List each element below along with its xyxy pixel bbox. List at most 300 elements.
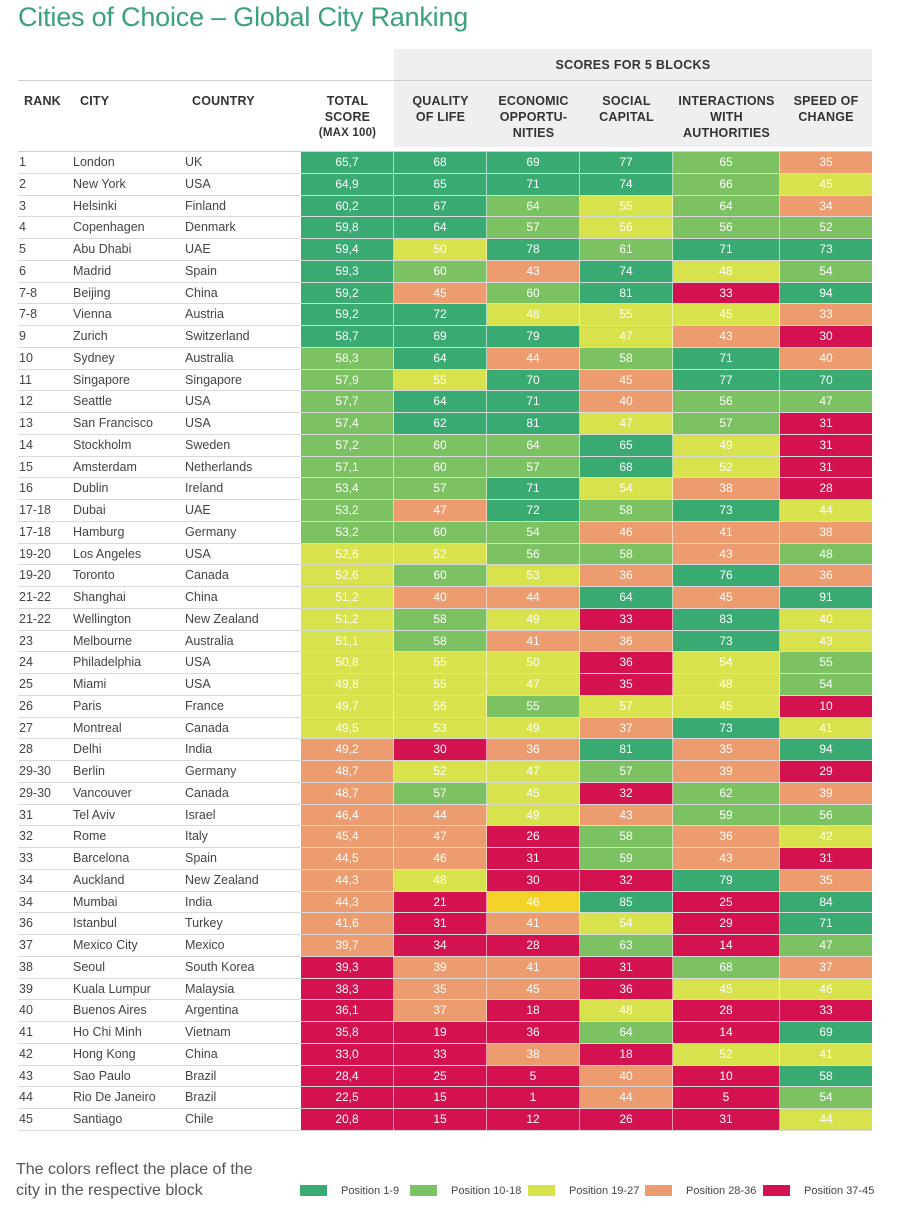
speed-of-change-cell: 35 [780, 870, 872, 891]
quality-of-life-cell: 35 [394, 979, 487, 1000]
quality-of-life-cell: 57 [394, 783, 487, 804]
table-row [18, 544, 872, 566]
quality-of-life-cell: 60 [394, 261, 487, 282]
quality-of-life-cell: 60 [394, 522, 487, 543]
social-capital-cell: 58 [580, 500, 673, 521]
country-cell: China [185, 1046, 218, 1061]
legend-label: Position 10-18 [451, 1184, 522, 1197]
interactions-with-authorities-cell: 56 [673, 391, 780, 412]
economic-opportunities-cell: 45 [487, 783, 580, 804]
speed-of-change-cell: 71 [780, 913, 872, 934]
table-row [18, 674, 872, 696]
rank-cell: 43 [19, 1068, 33, 1083]
economic-opportunities-cell: 71 [487, 391, 580, 412]
legend-swatch [763, 1185, 790, 1196]
legend-swatch [300, 1185, 327, 1196]
social-capital-cell: 36 [580, 979, 673, 1000]
table-row [18, 805, 872, 827]
total-score-cell: 44,3 [301, 892, 394, 913]
speed-of-change-cell: 47 [780, 935, 872, 956]
interactions-with-authorities-cell: 43 [673, 848, 780, 869]
rank-cell: 4 [19, 220, 26, 235]
speed-of-change-cell: 39 [780, 783, 872, 804]
quality-of-life-cell: 56 [394, 696, 487, 717]
country-cell: Ireland [185, 481, 224, 496]
city-cell: Miami [73, 677, 107, 691]
rank-cell: 42 [19, 1046, 33, 1061]
table-row [18, 196, 872, 218]
table-row [18, 1022, 872, 1044]
economic-opportunities-cell: 78 [487, 239, 580, 260]
table-row [18, 1000, 872, 1022]
social-capital-cell: 65 [580, 435, 673, 456]
interactions-with-authorities-cell: 65 [673, 152, 780, 173]
country-cell: USA [185, 416, 211, 430]
quality-of-life-cell: 48 [394, 870, 487, 891]
rank-cell: 16 [19, 481, 33, 496]
social-capital-cell: 58 [580, 826, 673, 847]
quality-of-life-cell: 60 [394, 565, 487, 586]
interactions-with-authorities-cell: 71 [673, 239, 780, 260]
speed-of-change-cell: 54 [780, 261, 872, 282]
table-row [18, 761, 872, 783]
social-capital-cell: 81 [580, 283, 673, 304]
city-cell: Istanbul [73, 916, 117, 931]
quality-of-life-cell: 31 [394, 913, 487, 934]
rank-cell: 45 [19, 1112, 33, 1126]
quality-of-life-cell: 68 [394, 152, 487, 173]
city-cell: Shanghai [73, 590, 126, 604]
quality-of-life-cell: 60 [394, 457, 487, 478]
total-score-cell: 57,4 [301, 413, 394, 434]
quality-of-life-cell: 39 [394, 957, 487, 978]
city-cell: Seoul [73, 959, 105, 974]
quality-of-life-cell: 60 [394, 435, 487, 456]
total-score-cell: 50,8 [301, 652, 394, 673]
table-row [18, 652, 872, 674]
economic-opportunities-cell: 71 [487, 174, 580, 195]
economic-opportunities-cell: 79 [487, 326, 580, 347]
rank-cell: 11 [19, 372, 32, 387]
speed-of-change-cell: 10 [780, 696, 872, 717]
city-cell: Dubai [73, 503, 106, 517]
total-score-cell: 59,2 [301, 304, 394, 325]
interactions-with-authorities-cell: 52 [673, 457, 780, 478]
quality-of-life-cell: 69 [394, 326, 487, 347]
total-score-cell: 65,7 [301, 152, 394, 173]
interactions-with-authorities-cell: 14 [673, 935, 780, 956]
city-cell: Tel Aviv [73, 807, 116, 822]
interactions-with-authorities-cell: 33 [673, 283, 780, 304]
interactions-with-authorities-cell: 25 [673, 892, 780, 913]
country-cell: UK [185, 155, 203, 169]
table-row [18, 1109, 872, 1131]
social-capital-cell: 54 [580, 913, 673, 934]
speed-of-change-cell: 34 [780, 196, 872, 217]
interactions-with-authorities-cell: 76 [673, 565, 780, 586]
economic-opportunities-cell: 53 [487, 565, 580, 586]
social-capital-cell: 74 [580, 174, 673, 195]
table-row [18, 1066, 872, 1088]
country-cell: Brazil [185, 1068, 217, 1083]
country-cell: South Korea [185, 959, 255, 974]
rank-cell: 28 [19, 742, 33, 757]
table-row [18, 217, 872, 239]
interactions-with-authorities-cell: 36 [673, 826, 780, 847]
quality-of-life-cell: 15 [394, 1109, 487, 1130]
table-row [18, 1087, 872, 1109]
quality-of-life-cell: 46 [394, 848, 487, 869]
economic-opportunities-cell: 12 [487, 1109, 580, 1130]
speed-of-change-cell: 56 [780, 805, 872, 826]
rank-cell: 9 [19, 329, 26, 343]
social-capital-cell: 64 [580, 587, 673, 608]
rank-cell: 2 [19, 176, 26, 191]
economic-opportunities-cell: 64 [487, 435, 580, 456]
total-score-cell: 22,5 [301, 1087, 394, 1108]
city-cell: Melbourne [73, 633, 133, 648]
interactions-with-authorities-cell: 59 [673, 805, 780, 826]
rank-cell: 31 [19, 807, 33, 822]
country-cell: Netherlands [185, 459, 253, 474]
economic-opportunities-cell: 57 [487, 457, 580, 478]
rank-cell: 29-30 [19, 764, 51, 778]
economic-opportunities-cell: 1 [487, 1087, 580, 1108]
quality-of-life-cell: 33 [394, 1044, 487, 1065]
quality-of-life-cell: 55 [394, 370, 487, 391]
legend-label: Position 37-45 [804, 1184, 875, 1197]
city-cell: New York [73, 176, 126, 191]
quality-of-life-cell: 58 [394, 609, 487, 630]
quality-of-life-cell: 67 [394, 196, 487, 217]
rank-cell: 14 [19, 437, 33, 452]
economic-opportunities-cell: 38 [487, 1044, 580, 1065]
city-cell: Hong Kong [73, 1046, 136, 1061]
column-header-rank: RANK [24, 94, 61, 108]
table-row [18, 457, 872, 479]
table-row [18, 848, 872, 870]
city-cell: Hamburg [73, 524, 125, 539]
interactions-with-authorities-cell: 52 [673, 1044, 780, 1065]
table-row [18, 1044, 872, 1066]
social-capital-cell: 32 [580, 783, 673, 804]
interactions-with-authorities-cell: 83 [673, 609, 780, 630]
social-capital-cell: 37 [580, 718, 673, 739]
legend-swatch [528, 1185, 555, 1196]
social-capital-cell: 35 [580, 674, 673, 695]
social-capital-cell: 61 [580, 239, 673, 260]
city-cell: Toronto [73, 568, 115, 583]
economic-opportunities-cell: 26 [487, 826, 580, 847]
total-score-cell: 51,1 [301, 631, 394, 652]
interactions-with-authorities-cell: 48 [673, 261, 780, 282]
speed-of-change-cell: 70 [780, 370, 872, 391]
country-cell: Brazil [185, 1090, 217, 1105]
country-cell: Canada [185, 785, 229, 800]
interactions-with-authorities-cell: 68 [673, 957, 780, 978]
total-score-cell: 52,6 [301, 544, 394, 565]
city-cell: Abu Dhabi [73, 242, 132, 256]
social-capital-cell: 40 [580, 1066, 673, 1087]
column-header-social-capital: SOCIAL CAPITAL [599, 94, 654, 124]
country-cell: New Zealand [185, 872, 259, 887]
table-row [18, 935, 872, 957]
table-row [18, 283, 872, 305]
speed-of-change-cell: 58 [780, 1066, 872, 1087]
interactions-with-authorities-cell: 54 [673, 652, 780, 673]
social-capital-cell: 40 [580, 391, 673, 412]
table-row [18, 783, 872, 805]
legend-label: Position 19-27 [569, 1184, 640, 1197]
interactions-with-authorities-cell: 41 [673, 522, 780, 543]
city-cell: Singapore [73, 372, 130, 387]
ranking-table-body [18, 152, 872, 1131]
city-cell: Barcelona [73, 851, 130, 865]
quality-of-life-cell: 21 [394, 892, 487, 913]
total-score-cell: 58,3 [301, 348, 394, 369]
economic-opportunities-cell: 49 [487, 609, 580, 630]
rank-cell: 40 [19, 1003, 33, 1018]
country-cell: France [185, 698, 224, 713]
economic-opportunities-cell: 69 [487, 152, 580, 173]
interactions-with-authorities-cell: 28 [673, 1000, 780, 1021]
interactions-with-authorities-cell: 45 [673, 304, 780, 325]
economic-opportunities-cell: 56 [487, 544, 580, 565]
city-cell: Rome [73, 829, 107, 844]
rank-cell: 24 [19, 655, 33, 670]
social-capital-cell: 54 [580, 478, 673, 499]
column-header-interactions-with-authorities: INTERACTIONS WITH AUTHORITIES [678, 94, 775, 140]
table-row [18, 913, 872, 935]
economic-opportunities-cell: 28 [487, 935, 580, 956]
social-capital-cell: 64 [580, 1022, 673, 1043]
speed-of-change-cell: 55 [780, 652, 872, 673]
table-row [18, 631, 872, 653]
speed-of-change-cell: 41 [780, 1044, 872, 1065]
city-cell: Wellington [73, 611, 132, 626]
country-cell: Switzerland [185, 329, 250, 343]
quality-of-life-cell: 25 [394, 1066, 487, 1087]
interactions-with-authorities-cell: 45 [673, 979, 780, 1000]
country-cell: Malaysia [185, 981, 235, 996]
quality-of-life-cell: 45 [394, 283, 487, 304]
total-score-cell: 53,2 [301, 500, 394, 521]
speed-of-change-cell: 33 [780, 1000, 872, 1021]
social-capital-cell: 68 [580, 457, 673, 478]
speed-of-change-cell: 37 [780, 957, 872, 978]
quality-of-life-cell: 50 [394, 239, 487, 260]
speed-of-change-cell: 40 [780, 348, 872, 369]
country-cell: Chile [185, 1112, 214, 1126]
legend-label: Position 1-9 [341, 1184, 400, 1197]
interactions-with-authorities-cell: 73 [673, 718, 780, 739]
social-capital-cell: 31 [580, 957, 673, 978]
social-capital-cell: 56 [580, 217, 673, 238]
country-cell: Singapore [185, 372, 242, 387]
speed-of-change-cell: 31 [780, 457, 872, 478]
city-cell: Sao Paulo [73, 1068, 131, 1083]
city-cell: Helsinki [73, 198, 117, 213]
rank-cell: 19-20 [19, 568, 51, 583]
table-row [18, 609, 872, 631]
speed-of-change-cell: 94 [780, 283, 872, 304]
interactions-with-authorities-cell: 38 [673, 478, 780, 499]
speed-of-change-cell: 45 [780, 174, 872, 195]
total-score-cell: 38,3 [301, 979, 394, 1000]
social-capital-cell: 59 [580, 848, 673, 869]
total-score-cell: 59,2 [301, 283, 394, 304]
interactions-with-authorities-cell: 43 [673, 326, 780, 347]
economic-opportunities-cell: 81 [487, 413, 580, 434]
table-row [18, 696, 872, 718]
social-capital-cell: 77 [580, 152, 673, 173]
country-cell: Spain [185, 851, 217, 865]
table-row [18, 979, 872, 1001]
table-row [18, 152, 872, 174]
city-cell: Seattle [73, 394, 112, 409]
country-cell: Canada [185, 720, 229, 735]
speed-of-change-cell: 35 [780, 152, 872, 173]
social-capital-cell: 47 [580, 326, 673, 347]
table-row [18, 435, 872, 457]
legend-item [410, 1184, 521, 1197]
interactions-with-authorities-cell: 49 [673, 435, 780, 456]
speed-of-change-cell: 52 [780, 217, 872, 238]
rank-cell: 38 [19, 959, 33, 974]
interactions-with-authorities-cell: 62 [673, 783, 780, 804]
total-score-cell: 51,2 [301, 609, 394, 630]
quality-of-life-cell: 58 [394, 631, 487, 652]
quality-of-life-cell: 64 [394, 217, 487, 238]
column-header-speed-of-change: SPEED OF CHANGE [793, 94, 859, 124]
social-capital-cell: 36 [580, 652, 673, 673]
table-row [18, 239, 872, 261]
total-score-cell: 60,2 [301, 196, 394, 217]
economic-opportunities-cell: 55 [487, 696, 580, 717]
quality-of-life-cell: 15 [394, 1087, 487, 1108]
legend-label: Position 28-36 [686, 1184, 757, 1197]
economic-opportunities-cell: 30 [487, 870, 580, 891]
interactions-with-authorities-cell: 43 [673, 544, 780, 565]
interactions-with-authorities-cell: 5 [673, 1087, 780, 1108]
total-score-cell: 64,9 [301, 174, 394, 195]
city-cell: San Francisco [73, 416, 153, 430]
total-score-cell: 58,7 [301, 326, 394, 347]
interactions-with-authorities-cell: 77 [673, 370, 780, 391]
city-cell: Amsterdam [73, 459, 137, 474]
total-score-cell: 57,9 [301, 370, 394, 391]
country-cell: Italy [185, 829, 208, 844]
quality-of-life-cell: 64 [394, 391, 487, 412]
total-score-cell: 59,3 [301, 261, 394, 282]
header-divider [394, 80, 872, 81]
economic-opportunities-cell: 72 [487, 500, 580, 521]
economic-opportunities-cell: 50 [487, 652, 580, 673]
table-row [18, 500, 872, 522]
social-capital-cell: 32 [580, 870, 673, 891]
social-capital-cell: 26 [580, 1109, 673, 1130]
social-capital-cell: 55 [580, 196, 673, 217]
rank-cell: 12 [19, 394, 33, 409]
speed-of-change-cell: 31 [780, 413, 872, 434]
total-score-cell: 39,7 [301, 935, 394, 956]
rank-cell: 3 [19, 198, 26, 213]
quality-of-life-cell: 47 [394, 500, 487, 521]
city-cell: Delhi [73, 742, 102, 757]
speed-of-change-cell: 42 [780, 826, 872, 847]
city-cell: Mexico City [73, 938, 138, 952]
quality-of-life-cell: 52 [394, 761, 487, 782]
social-capital-cell: 55 [580, 304, 673, 325]
total-score-cell: 51,2 [301, 587, 394, 608]
speed-of-change-cell: 48 [780, 544, 872, 565]
social-capital-cell: 36 [580, 631, 673, 652]
city-cell: London [73, 155, 115, 169]
economic-opportunities-cell: 49 [487, 718, 580, 739]
total-score-cell: 39,3 [301, 957, 394, 978]
color-footnote: The colors reflect the place of the city in the respective block [16, 1161, 253, 1199]
economic-opportunities-cell: 48 [487, 304, 580, 325]
table-row [18, 826, 872, 848]
economic-opportunities-cell: 54 [487, 522, 580, 543]
social-capital-cell: 57 [580, 761, 673, 782]
rank-cell: 21-22 [19, 590, 51, 604]
interactions-with-authorities-cell: 79 [673, 870, 780, 891]
quality-of-life-cell: 57 [394, 478, 487, 499]
speed-of-change-cell: 38 [780, 522, 872, 543]
rank-cell: 33 [19, 851, 33, 865]
rank-cell: 19-20 [19, 546, 51, 561]
city-cell: Rio De Janeiro [73, 1090, 156, 1105]
table-row [18, 522, 872, 544]
column-header-city: CITY [80, 94, 110, 108]
header-divider-left [18, 80, 394, 81]
rank-cell: 23 [19, 633, 33, 648]
social-capital-cell: 18 [580, 1044, 673, 1065]
rank-cell: 37 [19, 938, 33, 952]
rank-cell: 36 [19, 916, 33, 931]
total-score-cell: 48,7 [301, 783, 394, 804]
rank-cell: 34 [19, 872, 33, 887]
city-cell: Madrid [73, 263, 112, 278]
speed-of-change-cell: 69 [780, 1022, 872, 1043]
city-cell: Paris [73, 698, 102, 713]
economic-opportunities-cell: 64 [487, 196, 580, 217]
country-cell: Canada [185, 568, 229, 583]
social-capital-cell: 33 [580, 609, 673, 630]
interactions-with-authorities-cell: 31 [673, 1109, 780, 1130]
city-cell: Dublin [73, 481, 109, 496]
table-row [18, 718, 872, 740]
column-header-total-score: TOTAL SCORE (MAX 100) [318, 94, 377, 139]
economic-opportunities-cell: 41 [487, 957, 580, 978]
total-score-cell: 44,5 [301, 848, 394, 869]
table-row [18, 413, 872, 435]
table-row [18, 957, 872, 979]
economic-opportunities-cell: 36 [487, 1022, 580, 1043]
interactions-with-authorities-cell: 39 [673, 761, 780, 782]
city-cell: Buenos Aires [73, 1003, 147, 1018]
total-score-cell: 53,4 [301, 478, 394, 499]
rank-cell: 10 [19, 350, 33, 365]
speed-of-change-cell: 54 [780, 1087, 872, 1108]
economic-opportunities-cell: 60 [487, 283, 580, 304]
speed-of-change-cell: 41 [780, 718, 872, 739]
total-score-cell: 33,0 [301, 1044, 394, 1065]
total-score-cell: 48,7 [301, 761, 394, 782]
country-cell: Australia [185, 633, 234, 648]
speed-of-change-cell: 40 [780, 609, 872, 630]
